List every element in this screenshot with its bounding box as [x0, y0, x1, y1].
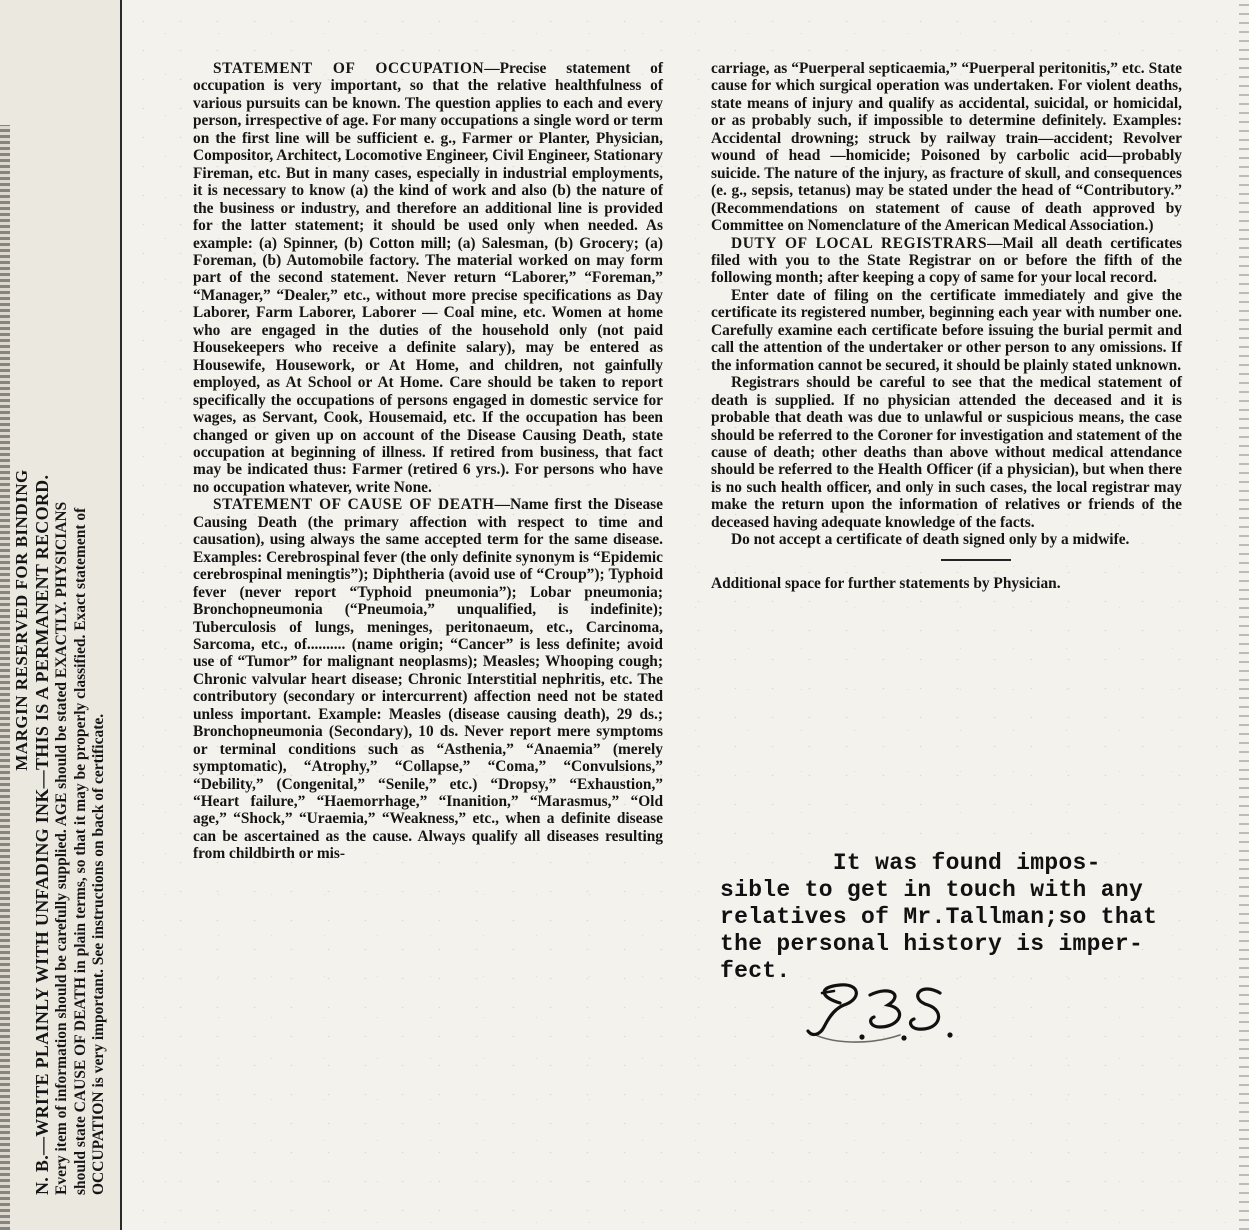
registrar-duty-paragraph: [711, 235, 1182, 287]
occupation-heading: STATEMENT OF OCCUPATION: [213, 60, 485, 77]
binding-margin: [0, 0, 122, 1230]
filing-paragraph: Enter date of filing on the certificate immediately and give the certificate its registered number, beginning each year with number one. Carefully examine each certificate before issuing the burial permit and call the attention of the undertaker or other person to any omissions. If the information cannot be secured, it should be plainly stated unknown.: [711, 286, 1182, 374]
scan-right-edge: [1239, 0, 1249, 1230]
registrar-duty-heading: DUTY OF LOCAL REGISTRARS: [731, 234, 988, 252]
occupation-text: —Precise statement of occupation is very important, so that the relative healthfulness of various pursuits can be known. The question applies to each and every person, irrespective of age. For many occupations a single word or term on the first line will be sufficient e. g., Farmer or Planter, Physician, Compositor, Architect, Locomotive Engineer, Civil Engineer, Stationary Fireman, etc. But in many cases, especially in industrial employments, it is necessary to know (a) the kind of work and also (b) the nature of the business or industry, and therefore an additional line is provided for the latter statement; it should be used only when needed. As example: (a) Spinner, (b) Cotton mill; (a) Salesman, (b) Grocery; (a) Foreman, (b) Automobile factory. The material worked on may form part of the second statement. Never return “Laborer,” “Foreman,” “Manager,” “Dealer,” etc., without more precise specifications as Day Laborer, Farm Laborer, Laborer — Coal mine, etc. Women at home who are engaged in the duties of the household only (not paid Housekeepers who receive a definite salary), may be entered as Housewife, Housework, or At Home, and children, not gainfully employed, as At School or At Home. Care should be taken to report specifically the occupations of persons engaged in domestic service for wages, as Servant, Cook, Housemaid, etc. If the occupation has been changed or given up on account of the Disease Causing Death, state occupation at beginning of illness. If retired from business, that fact may be indicated thus: Farmer (retired 6 yrs.). For persons who have no occupation whatever, write None.: [193, 60, 663, 496]
cause-of-death-text: —Name first the Disease Causing Death (the primary affection with respect to time and causation), using always the same accepted term for the same disease. Examples: Cerebrospinal fever (the only definite synonym is “Epidemic cerebrospinal meningtis”); Diphtheria (avoid use of “Croup”); Typhoid fever (never report “Typhoid pneumonia”); Lobar pneumonia; Bronchopneumonia (“Pneumoia,” unqualified, is indefinite); Tuberculosis of lungs, meninges, peritonaeum, etc., Carcinoma, Sarcoma, etc., of.......... (name origin; “Cancer” is less definite; avoid use of “Tumor” for malignant neoplasms); Measles; Whooping cough; Chronic valvular heart disease; Chronic Interstitial nephritis, etc. The contributory (secondary or intercurrent) affection need not be stated unless important. Example: Measles (disease causing death), 29 ds.; Bronchopneumonia (Secondary), 10 ds. Never report mere symptoms or terminal conditions such as “Asthenia,” “Anaemia” (merely symptomatic), “Atrophy,” “Collapse,” “Coma,” “Convulsions,” “Debility,” (Congenital,” “Senile,” etc.) “Dropsy,” “Exhaustion,” “Heart failure,” “Haemorrhage,” “Inanition,” “Marasmus,” “Old age,” “Shock,” “Uraemia,” “Weakness,” etc., when a definite disease can be ascertained as the cause. Always qualify all diseases resulting from childbirth or mis-: [193, 496, 663, 863]
typewritten-physician-note: [720, 850, 1220, 985]
typed-note-line-5: fect.: [720, 958, 791, 984]
margin-instructions: [12, 45, 108, 1195]
midwife-paragraph: Do not accept a certificate of death signed only by a midwife.: [731, 531, 1130, 549]
margin-binding-label: MARGIN RESERVED FOR BINDING: [11, 469, 31, 771]
section-divider: [941, 559, 1011, 561]
additional-space-label: Additional space for further statements by Physician.: [711, 574, 1061, 592]
right-instructions-column: [711, 60, 1182, 592]
registrar-duty-text: —Mail all death certificates filed with you to the State Registrar on or before the fifth of the following month; after keeping a copy of same for your local record.: [711, 234, 1183, 287]
margin-instruction-line-1: Every item of information should be carefully supplied. AGE should be stated EXACTLY. PHYSICIANS: [53, 501, 71, 1195]
torn-stub-edge: [0, 125, 10, 1230]
margin-instruction-line-2: should state CAUSE OF DEATH in plain terms, so that it may be properly classified. Exact statement of: [71, 507, 89, 1195]
left-instructions-column: [193, 60, 663, 863]
cause-continued-paragraph: carriage, as “Puerperal septicaemia,” “Puerperal peritonitis,” etc. State cause for which surgical operation was undertaken. For violent deaths, state means of injury and qualify as accidental, suicidal, or homicidal, or as probably such, if impossible to determine definitely. Examples: Accidental drowning; struck by railway train—accident; Revolver wound of head —homicide; Poisoned by carbolic acid—probably suicide. The nature of the injury, as fracture of skull, and consequences (e. g., sepsis, tetanus) may be stated under the head of “Contributory.” (Recommendations on statement of cause of death approved by Committee on Nomenclature of the American Medical Association.): [711, 60, 1182, 235]
typed-note-line-3: relatives of Mr.Tallman;so that: [720, 904, 1158, 930]
typed-note-line-2: sible to get in touch with any: [720, 877, 1144, 903]
occupation-paragraph: [193, 60, 663, 496]
cause-of-death-paragraph: [193, 496, 663, 863]
typed-note-line-4: the personal history is imper-: [720, 931, 1144, 957]
medical-statement-paragraph: Registrars should be careful to see that the medical statement of death is supplied. If no physician attended the deceased and it is probable that death was due to unlawful or suspicious means, the case should be referred to the Coroner for investigation and statement of the cause of death; other deaths than above without medical attendance should be referred to the Health Officer (if a physician), but when there is no such health officer, and only in such cases, the local registrar may make the return upon the information of relatives or friends of the deceased having adequate knowledge of the facts.: [711, 374, 1182, 531]
margin-instruction-line-3: OCCUPATION is very important. See instructions on back of certificate.: [89, 713, 107, 1195]
typed-note-line-1: It was found impos-: [720, 850, 1101, 876]
handwritten-initials-signature: [800, 975, 970, 1055]
cause-of-death-heading: STATEMENT OF CAUSE OF DEATH: [213, 496, 495, 514]
margin-permanent-record-notice: N. B.—WRITE PLAINLY WITH UNFADING INK—THIS IS A PERMANENT RECORD.: [31, 474, 52, 1195]
